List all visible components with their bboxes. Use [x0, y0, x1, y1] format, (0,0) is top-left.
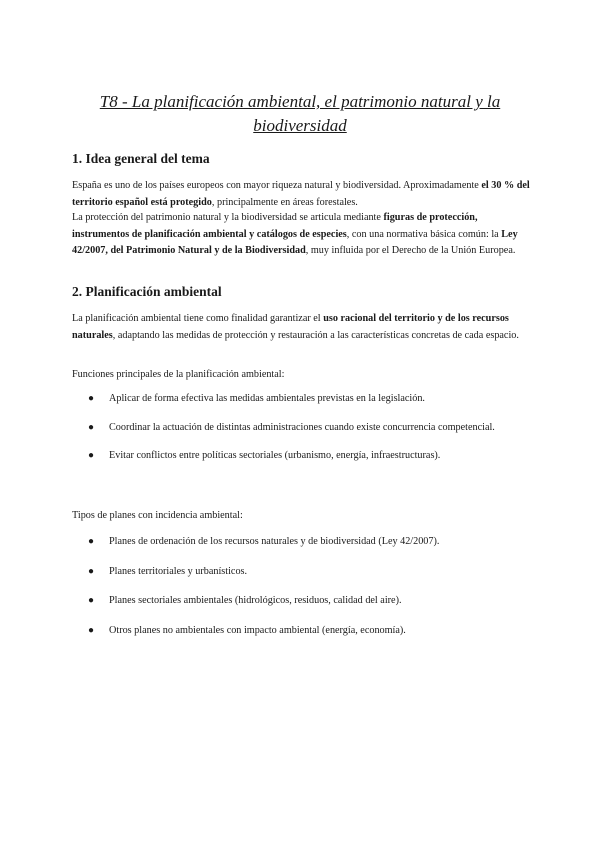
list-item-text: Planes sectoriales ambientales (hidrológicos, residuos, calidad del aire). — [109, 595, 402, 606]
bold-run: figuras de protección, instrumentos de planificación ambiental y catálogos de especies — [72, 212, 478, 240]
text-run: España es uno de los países europeos con mayor riqueza natural y biodiversidad. Aproximadamente — [72, 180, 482, 191]
list-item-text: Evitar conflictos entre políticas sectoriales (urbanismo, energía, infraestructuras). — [109, 450, 441, 461]
bullet-icon: ● — [88, 565, 95, 577]
list-item-text: Planes territoriales y urbanísticos. — [109, 565, 248, 577]
bullet-icon: ● — [88, 536, 95, 547]
text-run: La planificación ambiental tiene como finalidad garantizar el — [72, 313, 324, 324]
list-item — [72, 534, 530, 551]
text-run: , muy influida por el Derecho de la Unión Europea. — [305, 245, 516, 256]
bullet-icon: ● — [88, 393, 95, 404]
bullet-icon: ● — [88, 595, 95, 606]
bullet-icon: ● — [88, 450, 95, 461]
section-1-paragraph-2 — [72, 210, 530, 260]
list-item-text: Otros planes no ambientales con impacto ambiental (energía, economía). — [109, 624, 406, 636]
bullet-icon: ● — [88, 421, 95, 433]
section-2-heading: 2. Planificación ambiental — [72, 284, 222, 299]
bold-run: Ley 42/2007, del Patrimonio Natural y de la Biodiversidad — [72, 228, 518, 256]
section-1-heading: 1. Idea general del tema — [72, 151, 210, 166]
list-item-text: Aplicar de forma efectiva las medidas ambientales previstas en la legislación. — [109, 393, 425, 404]
bold-run: uso racional del territorio y de los recursos naturales — [72, 313, 509, 341]
plans-intro: Tipos de planes con incidencia ambiental: — [72, 510, 243, 521]
list-item — [72, 593, 530, 610]
text-run: , principalmente en áreas forestales. — [211, 196, 358, 208]
plans-list — [72, 534, 530, 652]
list-item — [72, 564, 530, 581]
list-item — [72, 623, 530, 640]
functions-list — [72, 391, 530, 477]
list-item — [72, 420, 530, 437]
functions-intro: Funciones principales de la planificación ambiental: — [72, 369, 285, 380]
bold-run: el 30 % del territorio español está protegido — [72, 180, 530, 208]
text-run: , adaptando las medidas de protección y restauración a las características concretas de cada espacio. — [112, 329, 519, 341]
list-item — [72, 391, 530, 408]
list-item-text: Coordinar la actuación de distintas administraciones cuando existe concurrencia competencial. — [109, 421, 495, 433]
section-1-paragraph-1 — [72, 178, 530, 211]
bullet-icon: ● — [88, 624, 95, 636]
list-item — [72, 448, 530, 465]
list-item-text: Planes de ordenación de los recursos naturales y de biodiversidad (Ley 42/2007). — [109, 536, 440, 547]
text-run: , con una normativa básica común: la — [346, 228, 502, 240]
section-2-paragraph-1 — [72, 311, 530, 344]
page-title: T8 - La planificación ambiental, el patrimonio natural y la biodiversidad — [99, 92, 501, 135]
text-run: La protección del patrimonio natural y la biodiversidad se articula mediante — [72, 212, 384, 223]
